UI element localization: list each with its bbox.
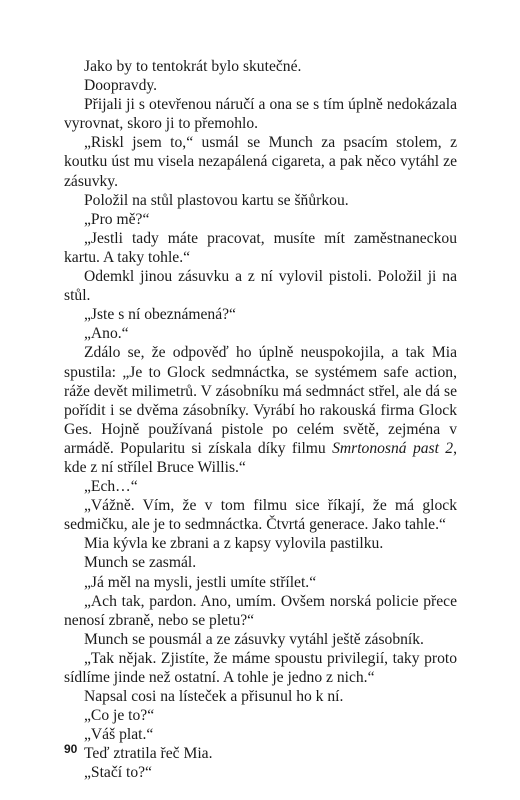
- paragraph: Doopravdy.: [84, 77, 158, 95]
- paragraph: Jako by to tentokrát bylo skutečné.: [84, 58, 302, 75]
- paragraph: „Váš plat.“: [84, 726, 154, 744]
- paragraph: „Ech…“: [84, 478, 138, 496]
- paragraph: Mia kývla ke zbrani a z kapsy vylovila pastilku.: [84, 535, 384, 553]
- paragraph: „Ano.“: [84, 325, 129, 343]
- paragraph: „Jste s ní obeznámená?“: [84, 306, 236, 324]
- paragraph: „Já měl na mysli, jestli umíte střílet.“: [84, 573, 317, 591]
- page-number: 90: [64, 742, 78, 756]
- paragraph: „Co je to?“: [84, 707, 155, 725]
- paragraph: Položil na stůl plastovou kartu se šňůrkou.: [84, 191, 349, 209]
- paragraph: „Jestli tady máte pracovat, musíte mít zaměstnaneckou kartu. A taky tohle.“: [64, 229, 457, 266]
- paragraph-text: Zdálo se, že odpověď ho úplně neuspokojila, a tak Mia spustila: „Je to Glock sedmnáctka, se systémem safe action, ráže devět milimetrů. V zásobníku má sedmnáct střel, ale dá se pořídit i se dvěma zásobníky. Vyrábí ho rakouská firma Glock Ges. Hojně používaná pistole po celém světě, zejména v armádě. Popularitu si získala díky filmu: [64, 344, 457, 457]
- paragraph: Munch se zasmál.: [84, 554, 197, 572]
- paragraph: „Pro mě?“: [84, 210, 150, 228]
- paragraph: „Vážně. Vím, že v tom filmu sice říkají, že má glock sedmičku, ale je to sedmnáctka. Čtvrtá generace. Jako tahle.“: [64, 497, 457, 534]
- paragraph: Napsal cosi na lísteček a přisunul ho k ní.: [84, 688, 344, 706]
- paragraph: „Riskl jsem to,“ usmál se Munch za psacím stolem, z koutku úst mu visela nezapálená cigareta, a pak něco vytáhl ze zásuvky.: [64, 134, 457, 190]
- paragraph: [64, 343, 457, 477]
- paragraph: Přijali ji s otevřenou náručí a ona se s tím úplně nedokázala vyrovnat, skoro ji to přemohlo.: [64, 96, 457, 133]
- paragraph-text: , kde z ní střílel Bruce Willis.“: [64, 439, 457, 476]
- paragraph: „Tak nějak. Zjistíte, že máme spoustu privilegií, taky proto sídlíme jinde než ostatní. A tohle je jedno z nich.“: [64, 649, 457, 686]
- body-text: [64, 57, 457, 783]
- film-title: Smrtonosná past 2: [332, 439, 454, 457]
- paragraph: Munch se pousmál a ze zásuvky vytáhl ještě zásobník.: [84, 630, 424, 648]
- paragraph: Odemkl jinou zásuvku a z ní vylovil pistoli. Položil ji na stůl.: [64, 268, 457, 305]
- paragraph: Teď ztratila řeč Mia.: [84, 745, 213, 763]
- paragraph: „Ach tak, pardon. Ano, umím. Ovšem norská policie přece nenosí zbraně, nebo se pletu?“: [64, 592, 457, 629]
- paragraph: „Stačí to?“: [84, 764, 152, 782]
